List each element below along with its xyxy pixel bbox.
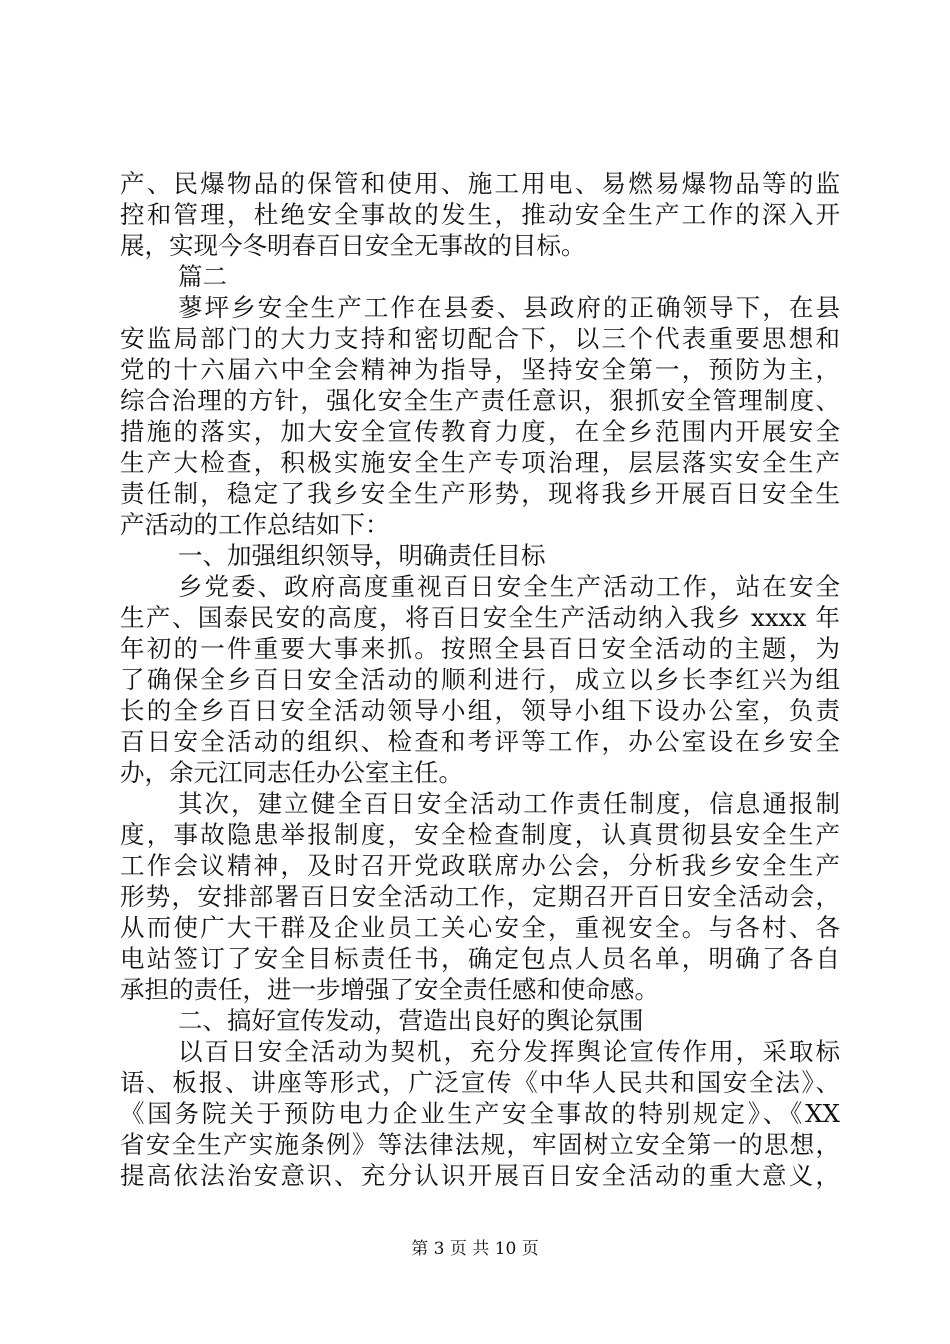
text-line: 产活动的工作总结如下：	[120, 510, 390, 539]
text-line: 度，事故隐患举报制度，安全检查制度，认真贯彻县安全生产	[120, 820, 840, 849]
text-line: 乡党委、政府高度重视百日安全生产活动工作，站在安全	[178, 572, 840, 601]
document-body	[120, 168, 840, 1191]
text-line: 措施的落实，加大安全宣传教育力度，在全乡范围内开展安全	[120, 417, 840, 446]
text-line: 了确保全乡百日安全活动的顺利进行，成立以乡长李红兴为组	[120, 665, 840, 694]
text-line: 生产、国泰民安的高度，将百日安全生产活动纳入我乡 xxxx 年	[120, 603, 840, 632]
text-line: 提高依法治安意识、充分认识开展百日安全活动的重大意义，	[120, 1161, 840, 1190]
text-line: 其次，建立健全百日安全活动工作责任制度，信息通报制	[178, 789, 840, 818]
text-line: 办，余元江同志任办公室主任。	[120, 758, 463, 787]
text-line: 形势，安排部署百日安全活动工作，定期召开百日安全活动会，	[120, 882, 840, 911]
text-line: 省安全生产实施条例》等法律法规，牢固树立安全第一的思想，	[120, 1130, 840, 1159]
page-footer: 第 3 页 共 10 页	[411, 1239, 539, 1259]
text-line: 生产大检查，积极实施安全生产专项治理，层层落实安全生产	[120, 448, 840, 477]
text-line: 安监局部门的大力支持和密切配合下，以三个代表重要思想和	[120, 324, 840, 353]
text-line: 产、民爆物品的保管和使用、施工用电、易燃易爆物品等的监	[120, 169, 840, 198]
text-line: 蓼坪乡安全生产工作在县委、县政府的正确领导下，在县	[178, 293, 840, 322]
text-line: 百日安全活动的组织、检查和考评等工作，办公室设在乡安全	[120, 727, 840, 756]
text-line: 语、板报、讲座等形式，广泛宣传《中华人民共和国安全法》、	[120, 1068, 840, 1097]
text-line: 承担的责任，进一步增强了安全责任感和使命感。	[120, 975, 659, 1004]
text-line: 控和管理，杜绝安全事故的发生，推动安全生产工作的深入开	[120, 200, 840, 229]
text-line: 以百日安全活动为契机，充分发挥舆论宣传作用，采取标	[178, 1037, 840, 1066]
text-line: 年初的一件重要大事来抓。按照全县百日安全活动的主题，为	[120, 634, 840, 663]
text-line: 展，实现今冬明春百日安全无事故的目标。	[120, 231, 586, 260]
text-line: 电站签订了安全目标责任书，确定包点人员名单，明确了各自	[120, 944, 840, 973]
text-line: 党的十六届六中全会精神为指导，坚持安全第一，预防为主，	[120, 355, 840, 384]
text-line: 责任制，稳定了我乡安全生产形势，现将我乡开展百日安全生	[120, 479, 840, 508]
text-line: 篇二	[178, 262, 227, 291]
text-line: 长的全乡百日安全活动领导小组，领导小组下设办公室，负责	[120, 696, 840, 725]
text-line: 二、搞好宣传发动，营造出良好的舆论氛围	[178, 1006, 644, 1035]
text-line: 综合治理的方针，强化安全生产责任意识，狠抓安全管理制度、	[120, 386, 840, 415]
text-line: 《国务院关于预防电力企业生产安全事故的特别规定》、《XX	[120, 1099, 840, 1128]
text-line: 一、加强组织领导，明确责任目标	[178, 541, 546, 570]
text-line: 工作会议精神，及时召开党政联席办公会，分析我乡安全生产	[120, 851, 840, 880]
text-line: 从而使广大干群及企业员工关心安全，重视安全。与各村、各	[120, 913, 840, 942]
